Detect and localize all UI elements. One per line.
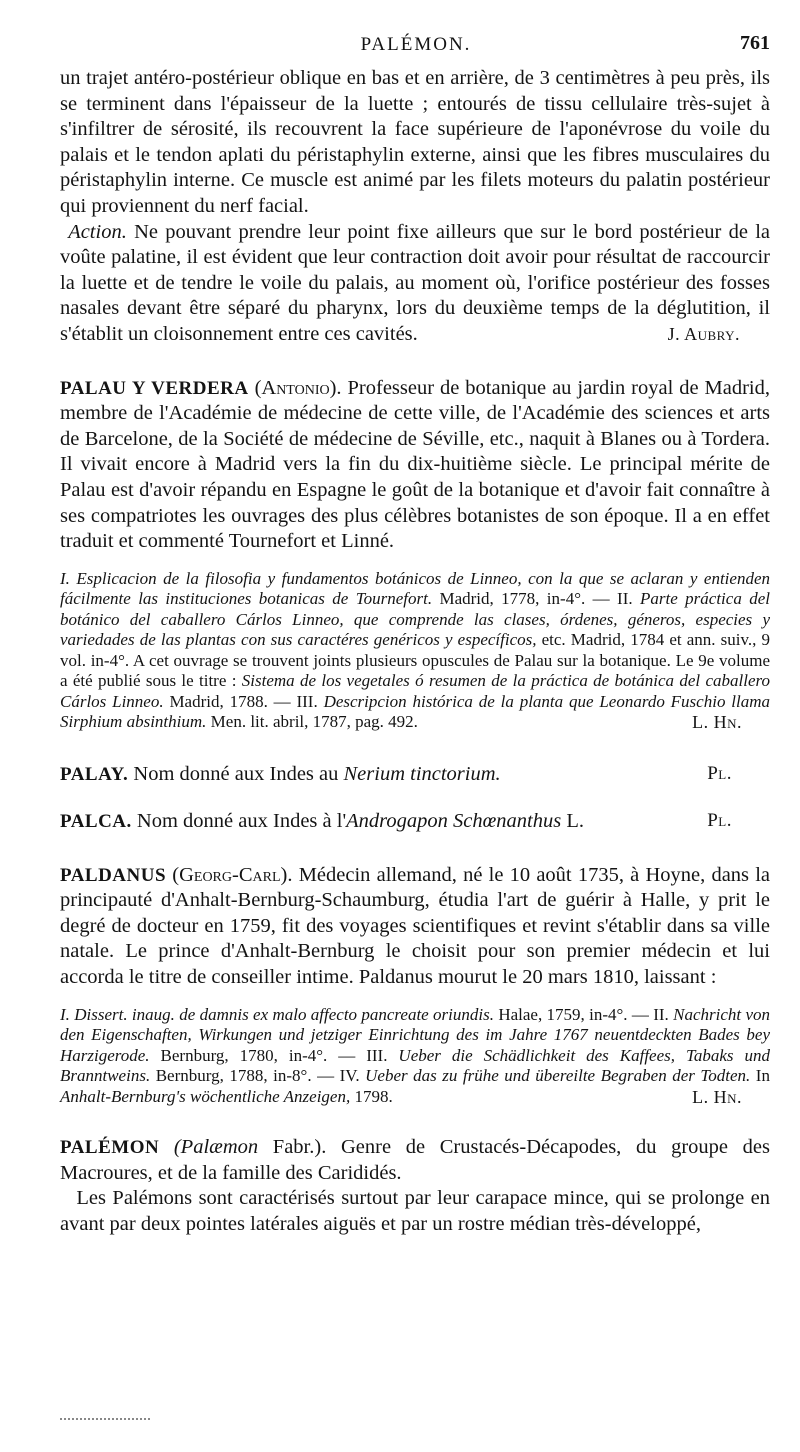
reference-segment: Ueber das zu frühe und übereilte Begraben der Todten. <box>365 1066 751 1086</box>
headword-palau: PALAU Y VERDERA <box>60 377 249 399</box>
entry-text-palca-after: L. <box>561 809 584 832</box>
running-title: PALÉMON. <box>360 34 472 55</box>
genus-author-palemon: Fabr.). <box>258 1136 327 1159</box>
footer-rule <box>60 1418 150 1422</box>
reference-segment: Madrid, 1778, in-4°. — II. <box>432 589 640 609</box>
entry-palca <box>60 808 770 835</box>
reference-segment: Bernburg, 1788, in-8°. — IV. <box>150 1066 366 1086</box>
entry-text-palca: Nom donné aux Indes à l' <box>136 809 347 832</box>
page-number: 761 <box>740 32 770 54</box>
reference-segment: Madrid, 1788. — III. <box>163 691 324 711</box>
entry-text-palemon: Genre de Crustacés-Décapodes, du groupe des Macroures, et de la famille des Carididés. <box>60 1136 771 1184</box>
references-paldanus <box>60 1005 770 1108</box>
reference-segment: etc. Madrid, 1784 et ann. suiv., 9 vol. in-4°. A cet ouvrage se trouvent joints plusieurs opuscules de Palau sur la botanique. Le 9e volume a été publié sous le titre : <box>60 630 770 691</box>
headword-palca: PALCA. <box>60 810 132 832</box>
given-name-palau: (Antonio). <box>254 376 342 399</box>
reference-segment: Anhalt-Bernburg's wöchentliche Anzeigen, <box>60 1086 351 1106</box>
references-palau <box>60 569 770 733</box>
reference-segment: Halae, 1759, in-4°. — II. <box>494 1004 674 1024</box>
entry-text-palemon-2: Les Palémons sont caractérisés surtout par leur carapace mince, qui se prolonge en avant par deux pointes latérales aiguës et par un rostre médian très-développé, <box>60 1187 770 1235</box>
running-header <box>62 34 770 64</box>
entry-text-paldanus: Médecin allemand, né le 10 août 1735, à Hoyne, dans la principauté d'Anhalt-Bernburg-Schaumburg, étudia l'art de guérir à Halle, y prit le degré de docteur en 1759, fit des voyages scientifiques et revint s'établir dans sa ville natale. Le prince d'Anhalt-Bernburg le choisit pour son premier médecin et lui accorda le titre de conseiller intime. Paldanus mourut le 20 mars 1810, laissant : <box>60 863 771 989</box>
reference-segment: Men. lit. abril, 1787, pag. 492. <box>206 712 418 732</box>
entry-palay <box>60 761 770 788</box>
signature-palay: Pl. <box>707 762 732 784</box>
signature-palca: Pl. <box>707 809 732 831</box>
action-text: Ne pouvant prendre leur point fixe ailleurs que sur le bord postérieur de la voûte palatine, il est évident que leur contraction doit avoir pour résultat de raccourcir la luette et de tendre le voile du palais, au moment où, l'orifice postérieur des fosses nasales devant être séparé du pharynx, lors du deuxième temps de la déglutition, il s'établit un cloisonnement entre ces cavités. <box>60 220 770 345</box>
signature-paldanus: L. Hn. <box>692 1086 742 1107</box>
entry-text-palau: Professeur de botanique au jardin royal de Madrid, membre de l'Académie de médecine de cette ville, de l'Académie des sciences et arts de Barcelone, de la Société de médecine de Séville, etc., naquit à Blanes ou à Tordera. Il vivait encore à Madrid vers la fin du dix-huitième siècle. Le principal mérite de Palau est d'avoir répandu en Espagne le goût de la botanique et d'avoir fait connaître à ses compatriotes les ouvrages des plus célèbres botanistes de son époque. Il a en effet traduit et commenté Tournefort et Linné. <box>60 376 770 553</box>
signature-aubry: J. Aubry. <box>667 323 740 344</box>
taxon-palca: Androgapon Schœnanthus <box>346 809 562 832</box>
reference-segment: Sistema de los vegetales ó resumen de la práctica de botánica del caballero Cárlos Linneo. <box>60 671 770 711</box>
reference-segment: Descripcion histórica de la planta que Leonardo Fuschio llama Sirphium absinthium. <box>60 691 770 732</box>
headword-palay: PALAY. <box>60 763 129 785</box>
reference-segment: Bernburg, 1780, in-4°. — III. <box>149 1045 399 1065</box>
taxon-palay: Nerium tinctorium. <box>343 762 501 785</box>
headword-paldanus: PALDANUS <box>60 864 167 886</box>
given-name-paldanus: (Georg-Carl). <box>172 863 293 886</box>
entry-text-palay: Nom donné aux Indes au <box>133 762 344 785</box>
reference-segment: Parte práctica del botánico del caballero Cárlos Linneo, que comprende las clases, órdenes, géneros, especies y variedades de las plantas con sus caractéres genéricos y específicos, <box>60 589 770 650</box>
action-paragraph <box>60 220 770 348</box>
headword-palemon: PALÉMON <box>60 1137 160 1159</box>
reference-segment: In <box>750 1066 770 1086</box>
entry-paldanus <box>60 863 770 1107</box>
reference-segment: I. Dissert. inaug. de damnis ex malo affecto pancreate oriundis. <box>60 1004 494 1024</box>
continuation-paragraph: un trajet antéro-postérieur oblique en bas et en arrière, de 3 centimètres à peu près, ils se terminent dans l'épaisseur de la luette ; entourés de tissu cellulaire très-sujet à s'infiltrer de sérosité, ils recouvrent la face supérieure de l'aponévrose du voile du palais et le tendon aplati du péristaphylin externe, ainsi que les fibres musculaires du péristaphylin interne. Ce muscle est animé par les filets moteurs du palatin postérieur qui proviennent du nerf facial. <box>60 67 770 217</box>
genus-palemon: (Palæmon <box>173 1136 259 1159</box>
action-label: Action. <box>68 220 127 243</box>
reference-segment: 1798. <box>350 1086 393 1106</box>
reference-segment: Nachricht von den Eigenschaften, Wirkungen und jetziger Einrichtung des im Jahre 1767 neuentdeckten Bades bey Harzigerode. <box>60 1004 770 1065</box>
reference-segment: Ueber die Schädlichkeit des Kaffees, Tabaks und Branntweins. <box>60 1045 770 1086</box>
signature-palau: L. Hn. <box>692 712 742 733</box>
entry-palau <box>60 376 770 733</box>
page-body <box>60 66 770 1238</box>
entry-palemon <box>60 1135 770 1237</box>
reference-segment: I. Esplicacion de la filosofia y fundamentos botánicos de Linneo, con la que se aclaran y entienden fácilmente las instituciones botanicas de Tournefort. <box>60 568 770 609</box>
